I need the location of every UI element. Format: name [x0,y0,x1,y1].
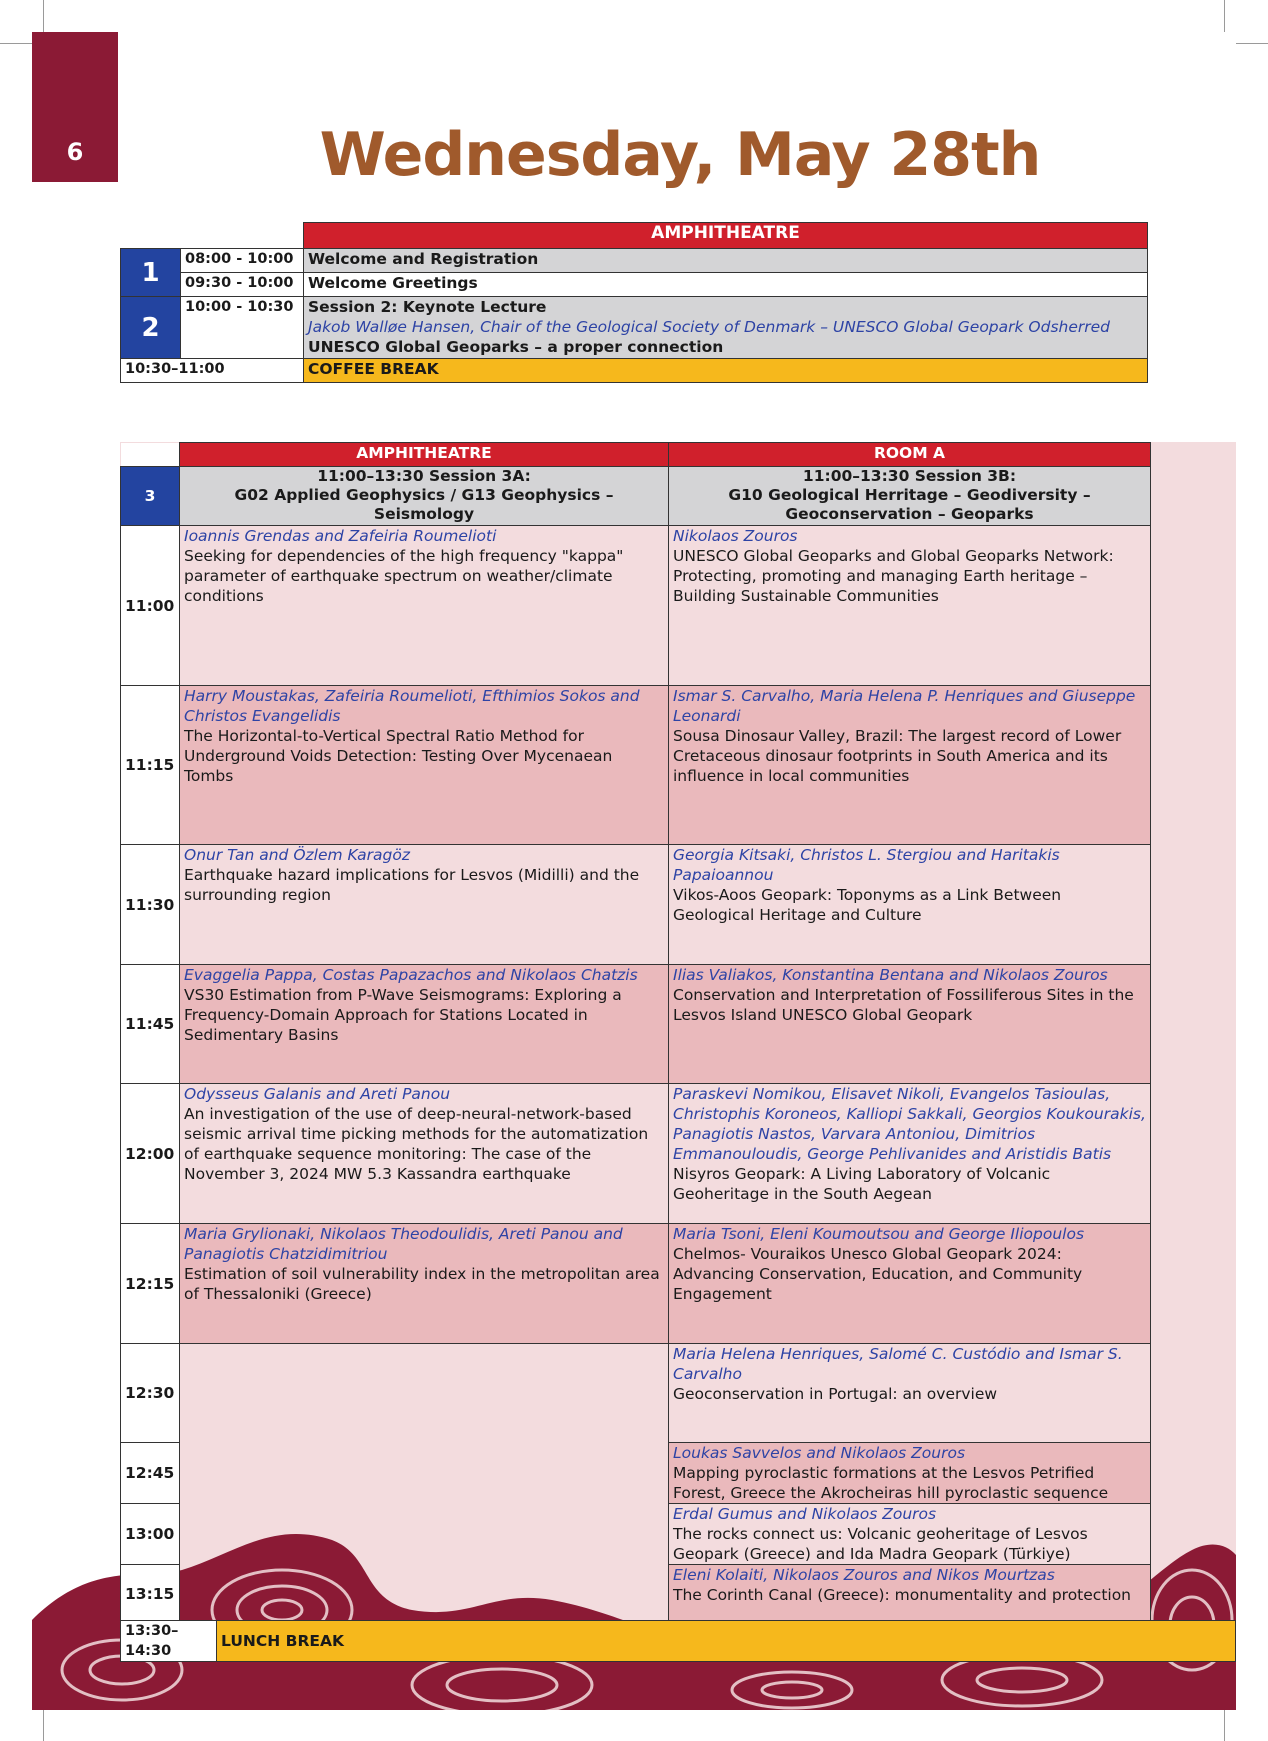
talk-authors: Odysseus Galanis and Areti Panou [184,1085,451,1103]
session-3b-topic: G10 Geological Herritage – Geodiversity – Geoconservation – Geoparks [728,486,1091,523]
talk-cell-3b [669,1443,1151,1504]
slot-time: 11:15 [121,686,180,845]
talk-authors: Paraskevi Nomikou, Elisavet Nikoli, Evangelos Tasioulas, Christophis Koroneos, Kalliopi Sakkali, Georgios Koukourakis, Panagiotis Nastos, Varvara Antoniou, Dimitrios Emmanouloudis, George Pehlivanides and Aristidis Batis [673,1085,1146,1163]
talk-cell-3b [669,1344,1151,1443]
session-number: 3 [121,467,180,526]
room-header-amphitheatre: AMPHITHEATRE [304,223,1148,249]
talk-authors: Evaggelia Pappa, Costas Papazachos and Nikolaos Chatzis [184,966,638,984]
talk-authors: Maria Helena Henriques, Salomé C. Custódio and Ismar S. Carvalho [673,1345,1123,1383]
slot-time: 11:30 [121,845,180,965]
talk-title: Sousa Dinosaur Valley, Brazil: The largest record of Lower Cretaceous dinosaur footprints in South America and its influence in local communities [673,727,1122,785]
table-row [121,845,1151,965]
talk-cell-3a [180,965,669,1084]
talk-title: Vikos-Aoos Geopark: Toponyms as a Link Between Geological Heritage and Culture [673,886,1062,924]
talk-authors: Maria Grylionaki, Nikolaos Theodoulidis, Areti Panou and Panagiotis Chatzidimitriou [184,1225,623,1263]
coffee-break: COFFEE BREAK [304,359,1148,383]
talk-authors: Georgia Kitsaki, Christos L. Stergiou and Haritakis Papaioannou [673,846,1060,884]
talk-title: Geoconservation in Portugal: an overview [673,1385,998,1403]
empty-corner [121,443,180,467]
page-number-tab [32,32,118,182]
talk-cell-3b [669,686,1151,845]
session-3a-time: 11:00–13:30 Session 3A: [317,467,531,485]
talk-cell-3a [180,686,669,845]
talk-authors: Onur Tan and Özlem Karagöz [184,846,410,864]
lunch-time: 13:30–14:30 [121,1621,217,1662]
session3-table [120,442,1151,1624]
crop-mark [1224,1709,1225,1741]
talk-title: The Corinth Canal (Greece): monumentality and protection [673,1586,1132,1604]
talk-cell-3b [669,845,1151,965]
page-title: Wednesday, May 28th [319,120,1041,190]
empty-corner [121,223,304,249]
keynote-talk: UNESCO Global Geoparks – a proper connection [308,338,724,356]
talk-title: UNESCO Global Geoparks and Global Geoparks Network: Protecting, promoting and managing Earth heritage – Building Sustainable Communities [673,547,1114,605]
talk-title: Estimation of soil vulnerability index in the metropolitan area of Thessaloniki (Greece) [184,1265,660,1303]
table-row [121,1344,1151,1443]
slot-time: 13:00 [121,1504,180,1565]
table-row [121,526,1151,686]
talk-authors: Harry Moustakas, Zafeiria Roumelioti, Efthimios Sokos and Christos Evangelidis [184,687,640,725]
talk-title: Mapping pyroclastic formations at the Lesvos Petrified Forest, Greece the Akrocheiras hill pyroclastic sequence [673,1464,1109,1502]
talk-cell-3b [669,965,1151,1084]
talk-title: VS30 Estimation from P-Wave Seismograms: Exploring a Frequency-Domain Approach for Stations Located in Sedimentary Basins [184,986,622,1044]
slot-time: 11:45 [121,965,180,1084]
table-row [121,1224,1151,1344]
time-cell: 08:00 - 10:00 [181,249,304,273]
room-header-amphitheatre: AMPHITHEATRE [180,443,669,467]
talk-authors: Ismar S. Carvalho, Maria Helena P. Henriques and Giuseppe Leonardi [673,687,1136,725]
crop-mark [1236,43,1268,44]
talk-title: The Horizontal-to-Vertical Spectral Ratio Method for Underground Voids Detection: Testing Over Mycenaean Tombs [184,727,613,785]
crop-mark [1224,0,1225,32]
talk-cell-3b [669,1504,1151,1565]
time-cell: 10:00 - 10:30 [181,297,304,359]
talk-cell-3a [180,845,669,965]
crop-mark [0,43,32,44]
slot-time: 12:30 [121,1344,180,1443]
talk-authors: Nikolaos Zouros [673,527,798,545]
slot-time: 11:00 [121,526,180,686]
talk-title: Nisyros Geopark: A Living Laboratory of Volcanic Geoheritage in the South Aegean [673,1165,1051,1203]
talk-authors: Maria Tsoni, Eleni Koumoutsou and George Iliopoulos [673,1225,1085,1243]
keynote-title: Session 2: Keynote Lecture [308,298,547,316]
talk-cell-3b [669,1084,1151,1224]
talk-authors: Eleni Kolaiti, Nikolaos Zouros and Nikos Mourtzas [673,1566,1055,1584]
event-cell: Welcome Greetings [304,273,1148,297]
talk-title: An investigation of the use of deep-neural-network-based seismic arrival time picking methods for the automatization of earthquake sequence monitoring: The case of the November 3, 2024 MW 5.3 Kassandra earthquake [184,1105,649,1183]
slot-time: 12:15 [121,1224,180,1344]
table-row [121,965,1151,1084]
talk-title: Chelmos- Vouraikos Unesco Global Geopark 2024: Advancing Conservation, Education, and Community Engagement [673,1245,1083,1303]
keynote-cell [304,297,1148,359]
keynote-speaker: Jakob Walløe Hansen, Chair of the Geological Society of Denmark – UNESCO Global Geopark Odsherred [308,318,1111,336]
talk-cell-3a [180,1224,669,1344]
slot-time: 12:45 [121,1443,180,1504]
morning-schedule-table [120,222,1148,383]
talk-authors: Ilias Valiakos, Konstantina Bentana and Nikolaos Zouros [673,966,1108,984]
talk-authors: Erdal Gumus and Nikolaos Zouros [673,1505,937,1523]
talk-title: The rocks connect us: Volcanic geoheritage of Lesvos Geopark (Greece) and Ida Madra Geopark (Türkiye) [673,1525,1088,1563]
talk-cell-3b [669,1565,1151,1624]
page-number: 6 [66,138,84,166]
room-header-room-a: ROOM A [669,443,1151,467]
talk-title: Conservation and Interpretation of Fossiliferous Sites in the Lesvos Island UNESCO Global Geopark [673,986,1134,1024]
talk-title: Earthquake hazard implications for Lesvos (Midilli) and the surrounding region [184,866,640,904]
crop-mark [43,0,44,32]
event-cell: Welcome and Registration [304,249,1148,273]
table-row [121,686,1151,845]
lunch-break: LUNCH BREAK [217,1621,1236,1662]
talk-cell-3b [669,1224,1151,1344]
talk-cell-3b [669,526,1151,686]
talk-authors: Loukas Savvelos and Nikolaos Zouros [673,1444,966,1462]
session-3b-header [669,467,1151,526]
session-3a-topic: G02 Applied Geophysics / G13 Geophysics – Seismology [234,486,614,523]
session-number: 2 [121,297,181,359]
table-row [121,1084,1151,1224]
time-cell: 10:30–11:00 [121,359,304,383]
talk-authors: Ioannis Grendas and Zafeiria Roumelioti [184,527,497,545]
talk-title: Seeking for dependencies of the high frequency "kappa" parameter of earthquake spectrum on weather/climate conditions [184,547,624,605]
talk-cell-3a [180,1084,669,1224]
time-cell: 09:30 - 10:00 [181,273,304,297]
session-number: 1 [121,249,181,297]
talk-cell-3a [180,526,669,686]
session-3b-time: 11:00–13:30 Session 3B: [802,467,1017,485]
session-3a-header [180,467,669,526]
empty-cell [180,1344,669,1624]
slot-time: 12:00 [121,1084,180,1224]
lunch-break-row [120,1620,1236,1662]
crop-mark [43,1709,44,1741]
slot-time: 13:15 [121,1565,180,1624]
